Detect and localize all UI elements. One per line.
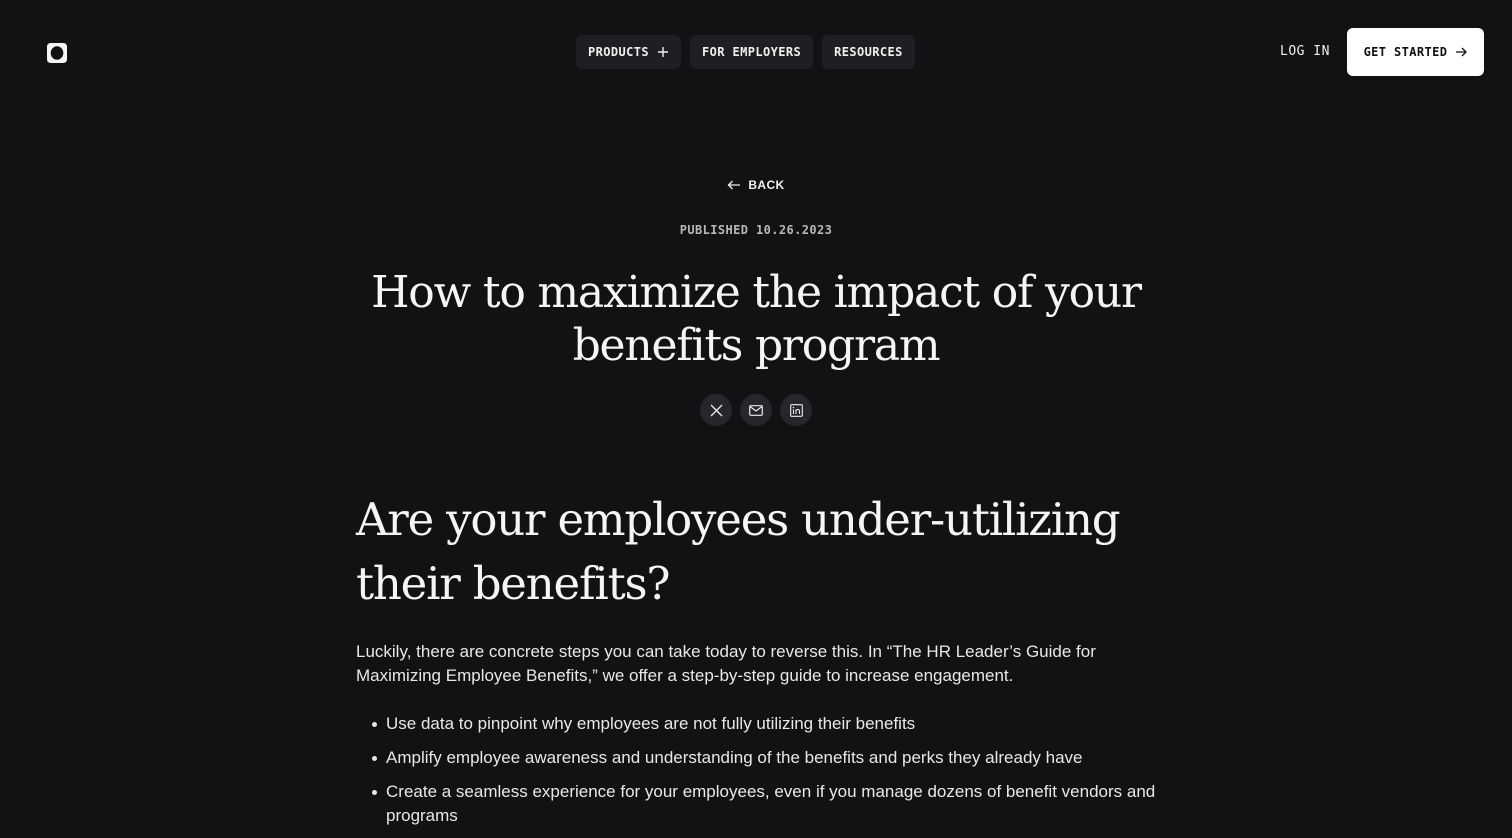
list-item: Amplify employee awareness and understanding of the benefits and perks they already have xyxy=(386,746,1186,770)
bullet-list xyxy=(356,712,1186,838)
arrow-right-icon xyxy=(1455,46,1467,58)
share-x-button[interactable] xyxy=(700,394,732,426)
nav-for-employers-button[interactable] xyxy=(690,35,813,69)
nav-for-employers-label: FOR EMPLOYERS xyxy=(702,45,802,59)
x-icon xyxy=(710,404,723,417)
get-started-button[interactable] xyxy=(1347,28,1484,76)
mail-icon xyxy=(749,405,763,416)
share-buttons xyxy=(700,394,812,426)
get-started-label: GET STARTED xyxy=(1363,45,1448,59)
main-nav xyxy=(576,35,915,69)
nav-resources-button[interactable] xyxy=(822,35,915,69)
login-link[interactable]: LOG IN xyxy=(1280,44,1330,59)
logo-icon[interactable] xyxy=(46,42,68,64)
share-linkedin-button[interactable] xyxy=(780,394,812,426)
plus-icon xyxy=(657,46,669,58)
linkedin-icon xyxy=(790,404,803,417)
list-item: Use data to pinpoint why employees are not fully utilizing their benefits xyxy=(386,712,1186,736)
article-title: How to maximize the impact of your benefits program xyxy=(371,267,1141,371)
back-label: BACK xyxy=(748,178,785,192)
nav-resources-label: RESOURCES xyxy=(834,45,903,59)
arrow-left-icon xyxy=(727,179,741,191)
list-item: Create a seamless experience for your employees, even if you manage dozens of benefit vendors and programs xyxy=(386,780,1186,828)
published-date: PUBLISHED 10.26.2023 xyxy=(679,223,833,237)
nav-products-label: PRODUCTS xyxy=(588,45,649,59)
nav-products-button[interactable] xyxy=(576,35,681,69)
section-heading: Are your employees under-utilizing their benefits? xyxy=(356,493,1120,610)
intro-paragraph: Luckily, there are concrete steps you can take today to reverse this. In “The HR Leader’s Guide for Maximizing Employee Benefits,” we offer a step-by-step guide to increase engagement. xyxy=(356,642,1096,685)
share-email-button[interactable] xyxy=(740,394,772,426)
back-link[interactable] xyxy=(0,178,1512,192)
